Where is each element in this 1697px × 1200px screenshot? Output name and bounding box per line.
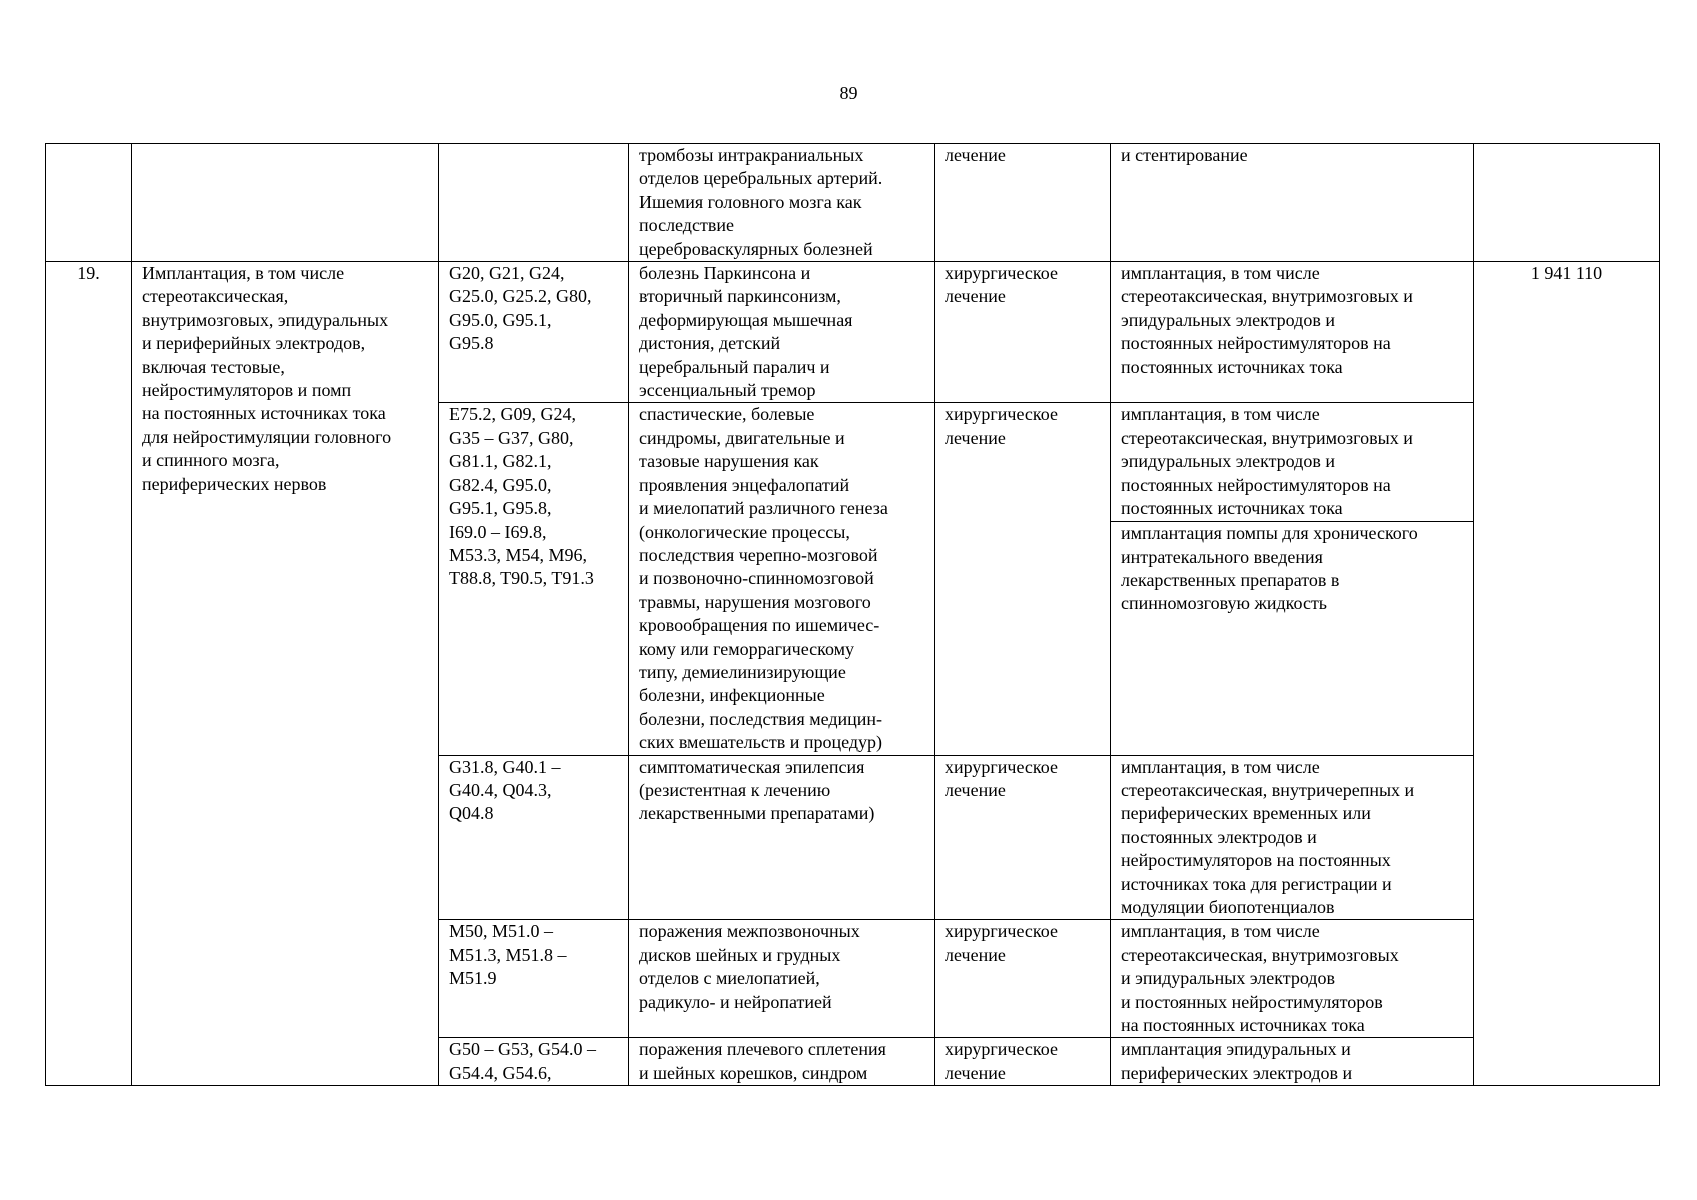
cell-conditions: поражения межпозвоночных дисков шейных и грудных отделов с миелопатией, радикуло- и нейропатией (629, 920, 935, 1038)
page-number: 89 (839, 83, 858, 103)
table-row-continuation (46, 144, 1660, 262)
cell-codes: E75.2, G09, G24, G35 – G37, G80, G81.1, G82.1, G82.4, G95.0, G95.1, G95.8, I69.0 – I69.8, M53.3, M54, M96, T88.8, T90.5, T91.3 (439, 403, 629, 755)
cell-conditions: симптоматическая эпилепсия (резистентная к лечению лекарственными препаратами) (629, 755, 935, 920)
row-service-name: Имплантация, в том числе стереотаксическая, внутримозговых, эпидуральных и периферийных электродов, включая тестовые, нейростимуляторов и помп на постоянных источниках тока для нейростимуляции головного и спинного мозга, периферических нервов (132, 262, 439, 1086)
cell-treatment-type: хирургическое лечение (935, 262, 1111, 403)
cell-codes: G50 – G53, G54.0 – G54.4, G54.6, (439, 1038, 629, 1086)
cell-conditions: болезнь Паркинсона и вторичный паркинсонизм, деформирующая мышечная дистония, детский церебральный паралич и эссенциальный тремор (629, 262, 935, 403)
cell-number (46, 144, 132, 262)
cell-method: имплантация, в том числе стереотаксическая, внутричерепных и периферических временных или постоянных электродов и нейростимуляторов на постоянных источниках тока для регистрации и модуляции биопотенциалов (1111, 755, 1474, 920)
cell-codes: M50, M51.0 – M51.3, M51.8 – M51.9 (439, 920, 629, 1038)
cell-conditions: тромбозы интракраниальных отделов церебральных артерий. Ишемия головного мозга как последствие цереброваскулярных болезней (629, 144, 935, 262)
services-table (45, 143, 1660, 1086)
table-row (46, 262, 1660, 403)
cell-name (132, 144, 439, 262)
cell-method: имплантация, в том числе стереотаксическая, внутримозговых и эпидуральных электродов и постоянных нейростимуляторов на постоянных источниках тока (1111, 262, 1474, 403)
cell-treatment-type: хирургическое лечение (935, 755, 1111, 920)
row-price: 1 941 110 (1474, 262, 1660, 1086)
cell-codes: G31.8, G40.1 – G40.4, Q04.3, Q04.8 (439, 755, 629, 920)
cell-method: имплантация, в том числе стереотаксическая, внутримозговых и эпидуральных электродов и постоянных нейростимуляторов на постоянных источниках тока (1111, 920, 1474, 1038)
cell-method: имплантация помпы для хронического интратекального введения лекарственных препаратов в спинномозговую жидкость (1111, 522, 1474, 755)
cell-codes: G20, G21, G24, G25.0, G25.2, G80, G95.0, G95.1, G95.8 (439, 262, 629, 403)
cell-treatment-type: хирургическое лечение (935, 1038, 1111, 1086)
cell-conditions: спастические, болевые синдромы, двигательные и тазовые нарушения как проявления энцефалопатий и миелопатий различного генеза (онкологические процессы, последствия черепно-мозговой и позвоночно-спинномозговой травмы, нарушения мозгового кровообращения по ишемичес- кому или геморрагическому типу, демиелинизирующие болезни, инфекционные болезни, последствия медицин- ских вмешательств и процедур) (629, 403, 935, 755)
cell-treatment-type: хирургическое лечение (935, 403, 1111, 755)
cell-treatment-type: лечение (935, 144, 1111, 262)
row-number: 19. (46, 262, 132, 1086)
cell-method: имплантация, в том числе стереотаксическая, внутримозговых и эпидуральных электродов и постоянных нейростимуляторов на постоянных источниках тока (1111, 403, 1474, 522)
cell-treatment-type: хирургическое лечение (935, 920, 1111, 1038)
cell-method: имплантация эпидуральных и периферических электродов и (1111, 1038, 1474, 1086)
cell-price (1474, 144, 1660, 262)
cell-conditions: поражения плечевого сплетения и шейных корешков, синдром (629, 1038, 935, 1086)
cell-method: и стентирование (1111, 144, 1474, 262)
cell-codes (439, 144, 629, 262)
